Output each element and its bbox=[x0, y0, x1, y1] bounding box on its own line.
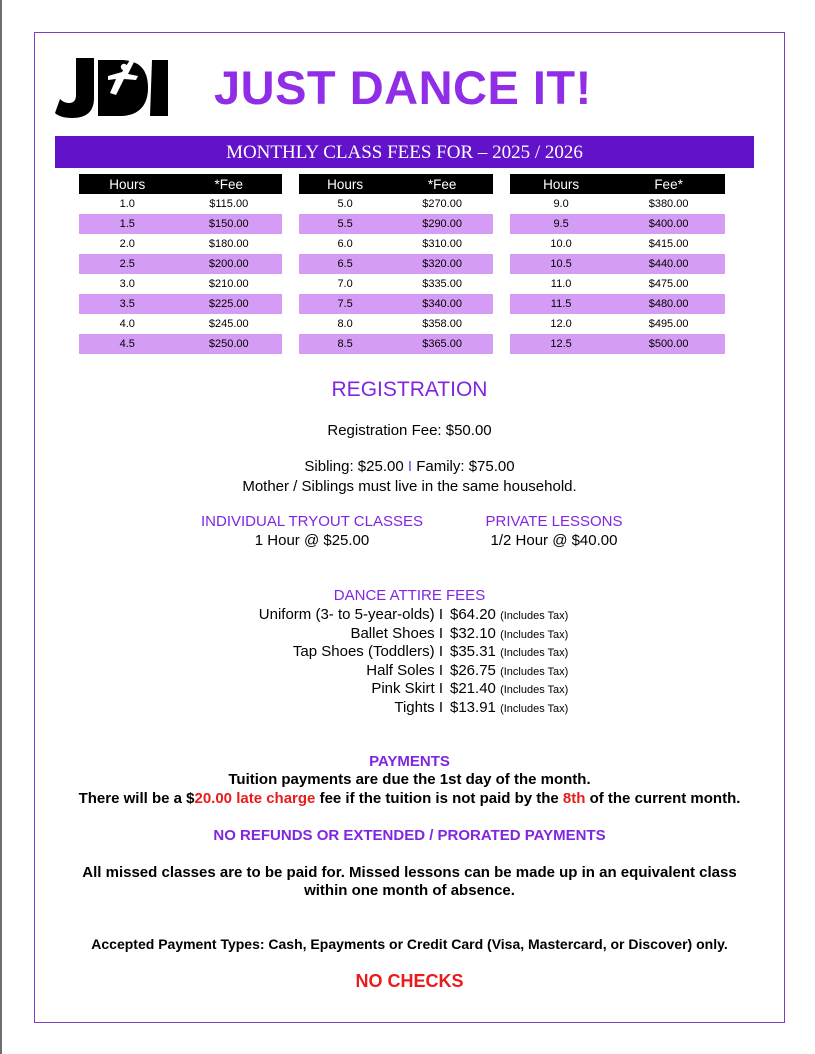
attire-row bbox=[0, 606, 815, 625]
hours-cell: 1.0 bbox=[119, 198, 135, 210]
hours-cell: 3.0 bbox=[119, 278, 135, 290]
no-checks-notice: NO CHECKS bbox=[355, 971, 464, 991]
accepted-payment-types: Accepted Payment Types: Cash, Epayments or Credit Card (Visa, Mastercard, or Discover) only. bbox=[91, 936, 728, 952]
fee-cell: $335.00 bbox=[422, 278, 462, 290]
attire-row bbox=[0, 643, 815, 662]
payments-heading: PAYMENTS bbox=[369, 753, 450, 770]
table-row bbox=[79, 334, 282, 354]
hours-cell: 12.5 bbox=[510, 334, 612, 354]
table-row bbox=[79, 234, 282, 254]
hours-cell: 6.5 bbox=[299, 254, 391, 274]
attire-price-group bbox=[450, 662, 568, 679]
brand-title: JUST DANCE IT! bbox=[214, 61, 592, 114]
table-row bbox=[79, 294, 282, 314]
tax-note: (Includes Tax) bbox=[500, 647, 569, 659]
private-section bbox=[464, 513, 644, 549]
fee-cell: $250.00 bbox=[175, 334, 282, 354]
table-row bbox=[79, 214, 282, 234]
fee-header: Fee* bbox=[612, 174, 725, 194]
hours-cell: 8.5 bbox=[299, 334, 391, 354]
attire-row bbox=[0, 680, 815, 699]
table-row bbox=[510, 214, 725, 234]
hours-header: Hours bbox=[299, 174, 391, 194]
fee-header: *Fee bbox=[391, 174, 493, 194]
fee-cell: $225.00 bbox=[175, 294, 282, 314]
hours-cell: 11.0 bbox=[550, 278, 572, 290]
fee-cell: $310.00 bbox=[422, 238, 462, 250]
attire-item: Ballet Shoes I bbox=[350, 624, 443, 642]
fee-cell: $358.00 bbox=[422, 318, 462, 330]
attire-item: Pink Skirt I bbox=[371, 680, 443, 697]
late-amount: 20.00 late charge bbox=[194, 790, 316, 807]
fee-cell: $380.00 bbox=[648, 198, 689, 210]
table-row bbox=[299, 194, 493, 214]
fee-cell: $115.00 bbox=[209, 198, 249, 210]
registration-fee: Registration Fee: $50.00 bbox=[327, 422, 492, 439]
table-row bbox=[510, 194, 725, 214]
private-price: 1/2 Hour @ $40.00 bbox=[490, 532, 618, 549]
table-row bbox=[79, 274, 282, 294]
registration-heading: REGISTRATION bbox=[331, 378, 488, 401]
separator: I bbox=[407, 458, 413, 475]
tax-note: (Includes Tax) bbox=[500, 665, 569, 678]
hours-cell: 3.5 bbox=[79, 294, 175, 314]
hours-cell: 5.5 bbox=[299, 214, 391, 234]
missed-classes-line2: within one month of absence. bbox=[304, 882, 515, 899]
attire-item: Half Soles I bbox=[366, 661, 443, 679]
attire-row bbox=[0, 699, 815, 718]
fee-cell: $415.00 bbox=[648, 238, 689, 250]
table-row bbox=[79, 314, 282, 334]
late-prefix: There will be a $ bbox=[78, 790, 195, 807]
fee-cell: $365.00 bbox=[391, 334, 493, 354]
fee-cell: $480.00 bbox=[612, 294, 725, 314]
attire-item: Uniform (3- to 5-year-olds) I bbox=[258, 606, 443, 623]
tryout-price: 1 Hour @ $25.00 bbox=[254, 532, 370, 549]
hours-cell: 2.0 bbox=[119, 238, 135, 250]
attire-price-group bbox=[450, 606, 568, 623]
tax-note: (Includes Tax) bbox=[500, 702, 569, 715]
fee-cell: $245.00 bbox=[208, 318, 249, 330]
hours-cell: 7.5 bbox=[299, 294, 391, 314]
fee-cell: $400.00 bbox=[612, 214, 725, 234]
no-refunds-notice: NO REFUNDS OR EXTENDED / PRORATED PAYMENTS bbox=[213, 827, 606, 844]
family-fee: Family: $75.00 bbox=[416, 458, 515, 475]
attire-price: $21.40 bbox=[450, 680, 496, 697]
attire-price: $35.31 bbox=[450, 643, 496, 660]
attire-row bbox=[0, 625, 815, 644]
attire-price: $26.75 bbox=[450, 661, 496, 679]
household-note: Mother / Siblings must live in the same household. bbox=[242, 478, 577, 495]
fee-cell: $475.00 bbox=[648, 278, 689, 290]
table-row bbox=[299, 294, 493, 314]
attire-row bbox=[0, 662, 815, 681]
table-row bbox=[510, 294, 725, 314]
fee-table-3 bbox=[510, 174, 725, 354]
fee-table-2 bbox=[299, 174, 493, 354]
tryout-heading: INDIVIDUAL TRYOUT CLASSES bbox=[200, 513, 423, 530]
table-row bbox=[510, 334, 725, 354]
fee-cell: $180.00 bbox=[208, 238, 249, 250]
table-row bbox=[299, 334, 493, 354]
hours-header: Hours bbox=[510, 174, 612, 194]
fee-header: *Fee bbox=[175, 174, 282, 194]
hours-cell: 10.0 bbox=[550, 238, 572, 250]
hours-cell: 1.5 bbox=[79, 214, 175, 234]
hours-header: Hours bbox=[79, 174, 175, 194]
tryout-section bbox=[188, 513, 436, 549]
fee-cell: $290.00 bbox=[391, 214, 493, 234]
fee-cell: $150.00 bbox=[175, 214, 282, 234]
late-suffix: of the current month. bbox=[585, 790, 741, 807]
table-row bbox=[299, 254, 493, 274]
left-edge-rule bbox=[0, 0, 2, 1054]
attire-price-group bbox=[450, 625, 568, 642]
fee-cell: $210.00 bbox=[208, 278, 249, 290]
private-heading: PRIVATE LESSONS bbox=[485, 513, 623, 530]
hours-cell: 11.5 bbox=[510, 294, 612, 314]
hours-cell: 9.0 bbox=[553, 198, 569, 210]
attire-heading: DANCE ATTIRE FEES bbox=[333, 587, 486, 604]
tax-note: (Includes Tax) bbox=[500, 610, 569, 622]
attire-item: Tap Shoes (Toddlers) I bbox=[292, 643, 443, 660]
hours-cell: 5.0 bbox=[337, 198, 353, 210]
tax-note: (Includes Tax) bbox=[500, 628, 569, 641]
hours-cell: 7.0 bbox=[337, 278, 353, 290]
attire-price-group bbox=[450, 699, 568, 716]
attire-price: $32.10 bbox=[450, 624, 496, 642]
hours-cell: 9.5 bbox=[510, 214, 612, 234]
table-row bbox=[299, 214, 493, 234]
hours-cell: 6.0 bbox=[337, 238, 353, 250]
table-row bbox=[510, 234, 725, 254]
table-row bbox=[299, 234, 493, 254]
fee-cell: $495.00 bbox=[648, 318, 689, 330]
hours-cell: 10.5 bbox=[510, 254, 612, 274]
hours-cell: 8.0 bbox=[337, 318, 353, 330]
hours-cell: 4.5 bbox=[79, 334, 175, 354]
fee-cell: $340.00 bbox=[391, 294, 493, 314]
late-charge-line bbox=[34, 790, 785, 807]
fee-cell: $320.00 bbox=[391, 254, 493, 274]
table-row bbox=[510, 254, 725, 274]
table-row bbox=[79, 254, 282, 274]
fee-cell: $440.00 bbox=[612, 254, 725, 274]
table-row bbox=[510, 314, 725, 334]
attire-price: $13.91 bbox=[450, 698, 496, 716]
hours-cell: 12.0 bbox=[550, 318, 572, 330]
sibling-fee: Sibling: $25.00 bbox=[304, 458, 404, 475]
hours-cell: 2.5 bbox=[79, 254, 175, 274]
attire-price: $64.20 bbox=[450, 606, 496, 623]
missed-classes-line1: All missed classes are to be paid for. Missed lessons can be made up in an equivalent class bbox=[82, 864, 737, 881]
fee-cell: $200.00 bbox=[175, 254, 282, 274]
attire-price-group bbox=[450, 680, 568, 697]
late-day: 8th bbox=[562, 790, 586, 807]
attire-item: Tights I bbox=[394, 698, 443, 716]
payments-due: Tuition payments are due the 1st day of the month. bbox=[228, 771, 591, 788]
fee-cell: $270.00 bbox=[422, 198, 462, 210]
fee-table-1 bbox=[79, 174, 282, 354]
table-row bbox=[299, 274, 493, 294]
fee-cell: $500.00 bbox=[612, 334, 725, 354]
jdi-logo bbox=[54, 54, 172, 120]
table-row bbox=[510, 274, 725, 294]
hours-cell: 4.0 bbox=[119, 318, 135, 330]
tax-note: (Includes Tax) bbox=[500, 684, 569, 696]
table-row bbox=[299, 314, 493, 334]
table-row bbox=[79, 194, 282, 214]
fees-banner: MONTHLY CLASS FEES FOR – 2025 / 2026 bbox=[55, 136, 754, 168]
sibling-family-line bbox=[34, 458, 785, 475]
late-middle: fee if the tuition is not paid by the bbox=[315, 790, 563, 807]
attire-price-group bbox=[450, 643, 568, 660]
